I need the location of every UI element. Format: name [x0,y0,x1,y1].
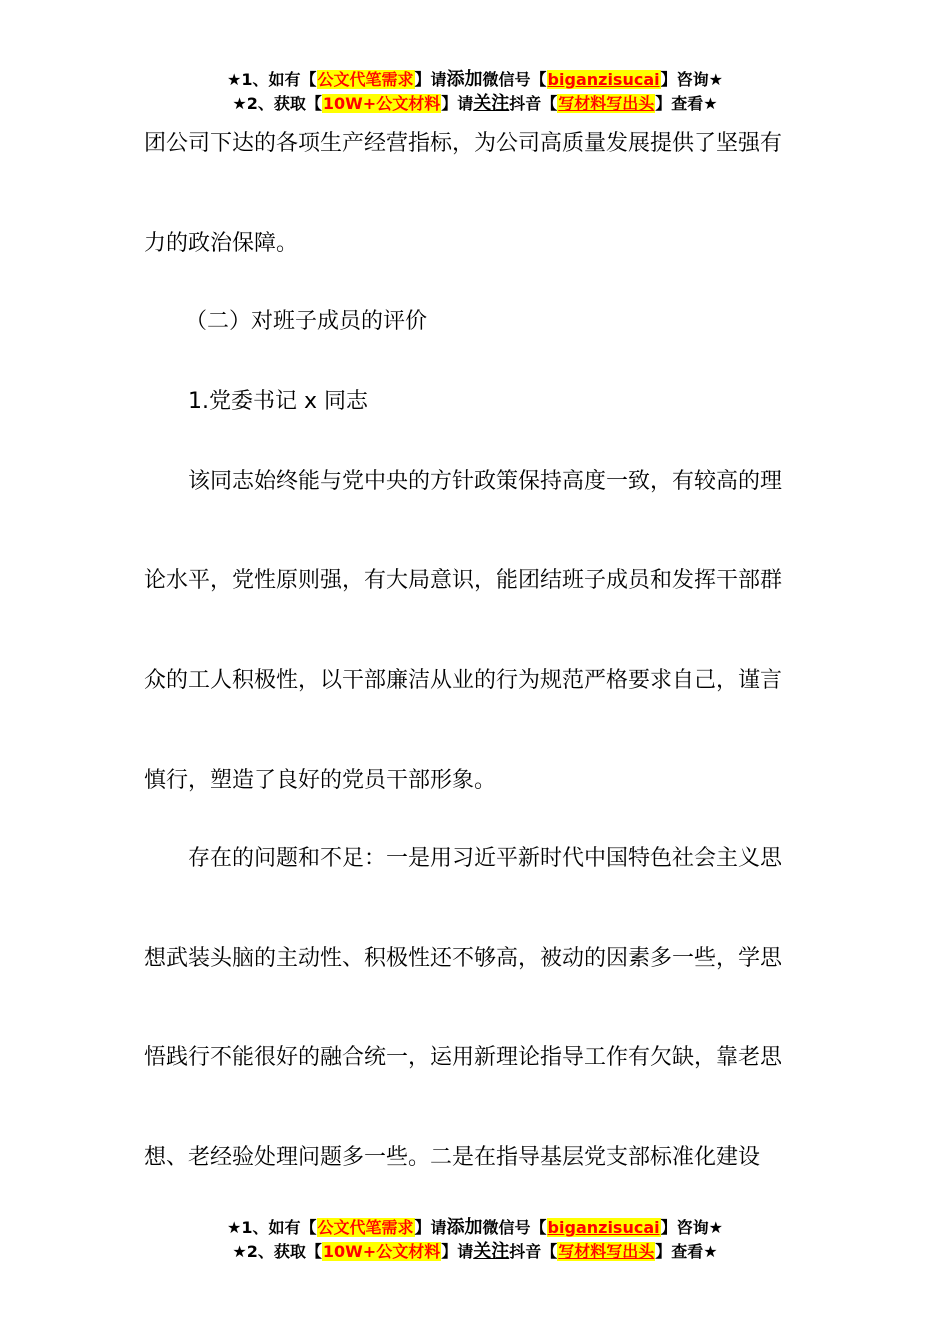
banner-text: 】咨询★ [660,1218,723,1237]
banner-text: 】请 [414,70,447,89]
banner-text: ★2、获取【 [232,1242,322,1261]
banner-text: ★1、如有【 [227,1218,317,1237]
banner-emphasis: 关注 [473,93,510,114]
banner-emphasis: 添加 [446,1217,483,1238]
banner-text: 】查看★ [655,94,718,113]
body-line: 慎行，塑造了良好的党员干部形象。 [144,768,497,793]
banner-emphasis: 添加 [446,69,483,90]
banner-text: 抖音【 [509,94,558,113]
highlight-service: 公文代笔需求 [317,1218,414,1237]
body-line: 团公司下达的各项生产经营指标，为公司高质量发展提供了坚强有 [144,131,783,156]
banner-line-1 [0,68,950,92]
banner-line-1 [0,1216,950,1240]
body-line: 众的工人积极性，以干部廉洁从业的行为规范严格要求自己，谨言 [144,668,783,693]
banner-text: 微信号【 [482,1218,547,1237]
highlight-materials: 10W+公文材料 [322,94,441,113]
banner-text: ★2、获取【 [232,94,322,113]
banner-text: 】咨询★ [660,70,723,89]
banner-text: 抖音【 [509,1242,558,1261]
body-line: 想、老经验处理问题多一些。二是在指导基层党支部标准化建设 [144,1145,761,1170]
highlight-service: 公文代笔需求 [317,70,414,89]
body-line: 想武装头脑的主动性、积极性还不够高，被动的因素多一些，学思 [144,946,783,971]
body-line: 悟践行不能很好的融合统一，运用新理论指导工作有欠缺，靠老思 [144,1045,783,1070]
banner-text: ★1、如有【 [227,70,317,89]
banner-line-2 [0,1240,950,1264]
banner-text: 】请 [414,1218,447,1237]
body-line: 该同志始终能与党中央的方针政策保持高度一致，有较高的理 [188,469,783,494]
section-heading: （二）对班子成员的评价 [185,309,428,334]
banner-text: 】请 [441,1242,474,1261]
highlight-wechat-id: biganzisucai [547,1218,660,1237]
banner-text: 】查看★ [655,1242,718,1261]
banner-text: 】请 [441,94,474,113]
highlight-materials: 10W+公文材料 [322,1242,441,1261]
body-line: 存在的问题和不足：一是用习近平新时代中国特色社会主义思 [188,846,783,871]
subsection-heading: 1.党委书记 x 同志 [188,389,368,414]
highlight-douyin: 写材料写出头 [558,94,655,113]
banner-emphasis: 关注 [473,1241,510,1262]
footer-banner [0,1216,950,1264]
header-banner [0,68,950,116]
highlight-douyin: 写材料写出头 [558,1242,655,1261]
banner-line-2 [0,92,950,116]
banner-text: 微信号【 [482,70,547,89]
body-line: 力的政治保障。 [144,231,299,256]
highlight-wechat-id: biganzisucai [547,70,660,89]
body-line: 论水平，党性原则强，有大局意识，能团结班子成员和发挥干部群 [144,568,783,593]
